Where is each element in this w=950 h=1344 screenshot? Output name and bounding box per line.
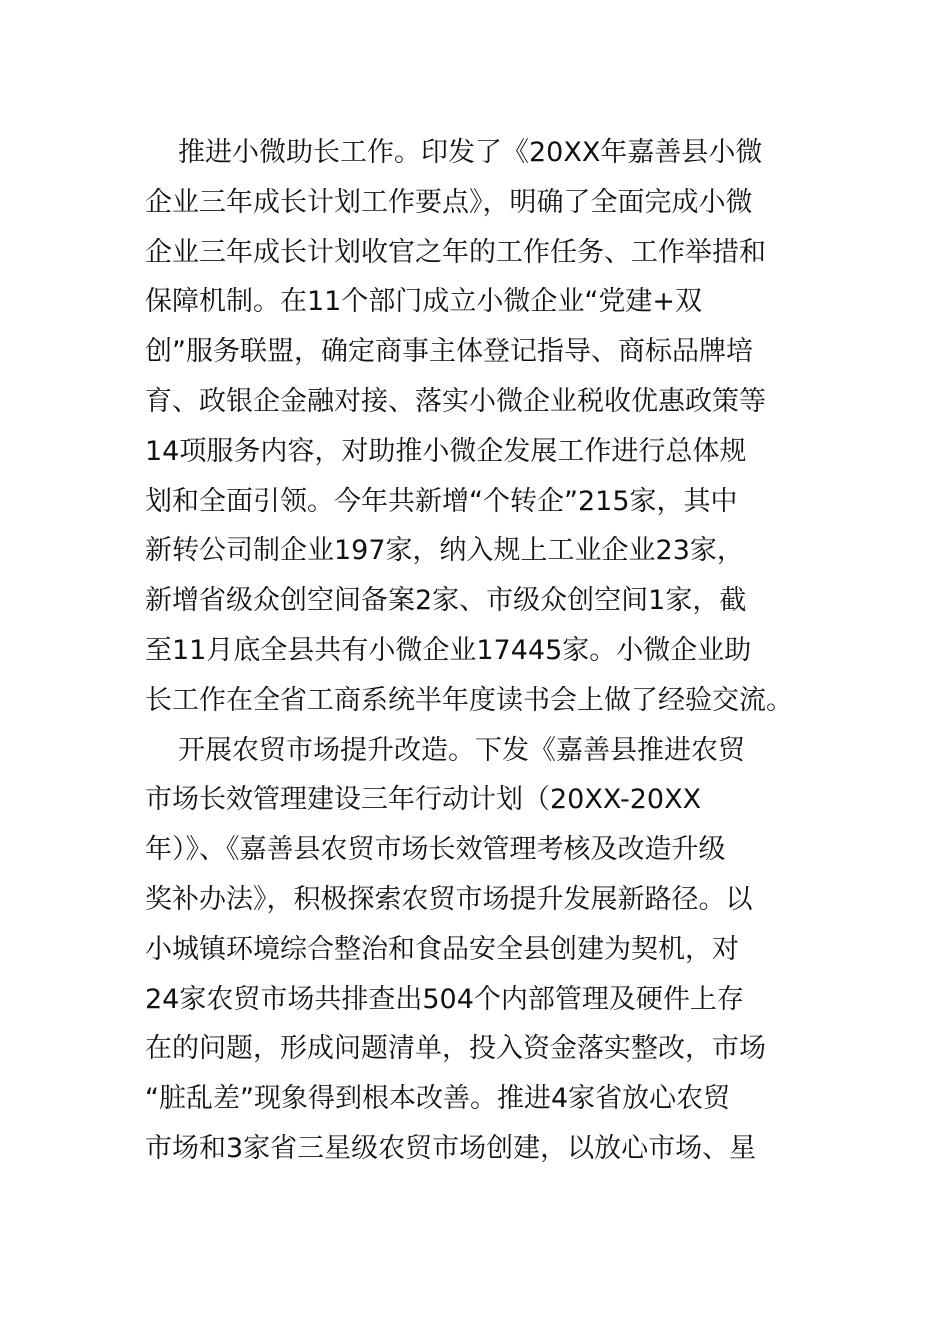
text-line: “脏乱差”现象得到根本改善。推进4家省放心农贸: [145, 1083, 731, 1115]
text-line: 新转公司制企业197家，纳入规上工业企业23家，: [145, 535, 744, 567]
text-line: 在的问题，形成问题清单，投入资金落实整改，市场: [145, 1033, 766, 1065]
text-line: 新增省级众创空间备案2家、市级众创空间1家，截: [145, 585, 747, 617]
text-line: 创”服务联盟，确定商事主体登记指导、商标品牌培: [145, 336, 753, 368]
text-line: 年）》、《嘉善县农贸市场长效管理考核及改造升级: [145, 834, 726, 866]
text-line: 至11月底全县共有小微企业17445家。小微企业助: [145, 634, 752, 666]
text-line: 14项服务内容，对助推小微企发展工作进行总体规: [145, 435, 747, 467]
text-line: 开展农贸市场提升改造。下发《嘉善县推进农贸: [178, 734, 745, 766]
text-line: 推进小微助长工作。印发了《20XX年嘉善县小微: [178, 137, 763, 168]
text-line: 24家农贸市场共排查出504个内部管理及硬件上存: [145, 983, 744, 1015]
text-line: 企业三年成长计划收官之年的工作任务、工作举措和: [145, 236, 766, 268]
text-line: 市场长效管理建设三年行动计划（20XX-20XX: [145, 784, 702, 816]
document-body: [145, 128, 825, 1174]
text-line: 长工作在全省工商系统半年度读书会上做了经验交流。: [145, 684, 793, 716]
text-line: 划和全面引领。今年共新增“个转企”215家，其中: [145, 485, 738, 517]
text-line: 奖补办法》，积极探索农贸市场提升发展新路径。以: [145, 883, 753, 915]
text-line: 小城镇环境综合整治和食品安全县创建为契机，对: [145, 933, 739, 965]
text-line: 育、政银企金融对接、落实小微企业税收优惠政策等: [145, 385, 766, 417]
text-line: 保障机制。在11个部门成立小微企业“党建+双: [145, 286, 702, 318]
text-line: 市场和3家省三星级农贸市场创建，以放心市场、星: [145, 1132, 757, 1164]
text-line: 企业三年成长计划工作要点》，明确了全面完成小微: [145, 186, 753, 218]
